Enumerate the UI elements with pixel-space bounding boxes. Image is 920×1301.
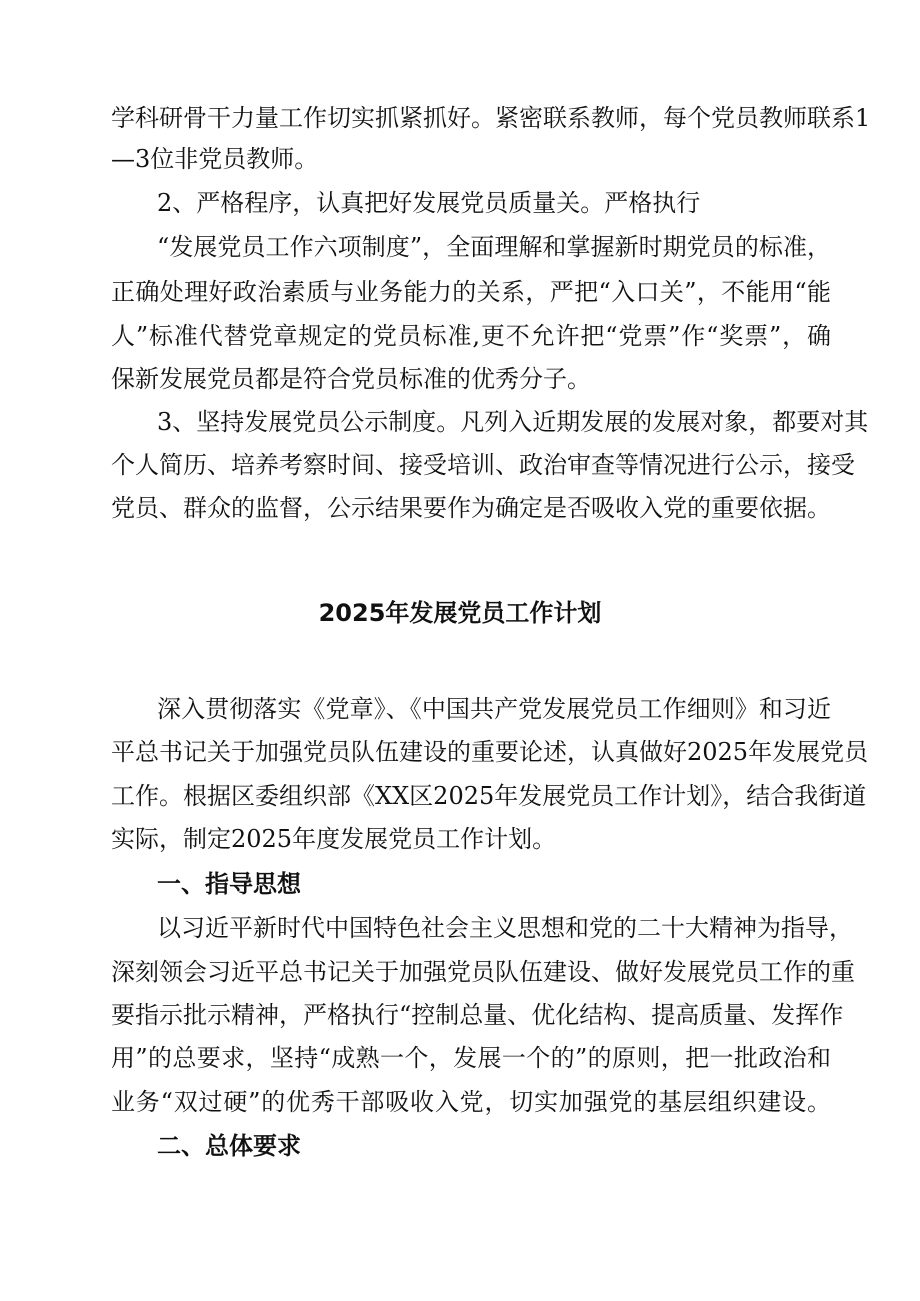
document-title: 2025年发展党员工作计划 [318,599,602,627]
text-line: 实际，制定2025年度发展党员工作计划。 [111,825,557,853]
text-line: 要指示批示精神，严格执行“控制总量、优化结构、提高质量、发挥作 [111,1001,844,1029]
text-line: 3、坚持发展党员公示制度。凡列入近期发展的发展对象，都要对其 [157,408,869,436]
text-line: 用”的总要求，坚持“成熟一个，发展一个的”的原则，把一批政治和 [111,1044,831,1072]
text-line: “发展党员工作六项制度”，全面理解和掌握新时期党员的标准， [157,233,831,261]
text-line: 平总书记关于加强党员队伍建设的重要论述，认真做好2025年发展党员 [111,738,869,766]
text-line: 个人简历、培养考察时间、接受培训、政治审查等情况进行公示，接受 [111,451,855,479]
text-line: 以习近平新时代中国特色社会主义思想和党的二十大精神为指导， [157,914,853,942]
text-line: 人”标准代替党章规定的党员标准,更不允许把“党票”作“奖票”，确 [111,322,831,350]
text-line: 学科研骨干力量工作切实抓紧抓好。紧密联系教师，每个党员教师联系1 [111,104,871,132]
text-line: 保新发展党员都是符合党员标准的优秀分子。 [111,365,591,393]
text-line: 2、严格程序，认真把好发展党员质量关。严格执行 [157,189,701,217]
text-line: 工作。根据区委组织部《XX区2025年发展党员工作计划》，结合我街道 [111,782,867,810]
text-line: —3位非党员教师。 [111,145,319,173]
text-line: 正确处理好政治素质与业务能力的关系，严把“入口关”，不能用“能 [111,278,831,306]
text-line: 党员、群众的监督，公示结果要作为确定是否吸收入党的重要依据。 [111,494,831,522]
text-line: 业务“双过硬”的优秀干部吸收入党，切实加强党的基层组织建设。 [111,1088,831,1116]
text-line: 深入贯彻落实《党章》、《中国共产党发展党员工作细则》和习近 [157,695,831,723]
section-heading: 一、指导思想 [157,870,301,898]
text-line: 深刻领会习近平总书记关于加强党员队伍建设、做好发展党员工作的重 [111,958,855,986]
section-heading: 二、总体要求 [157,1132,301,1160]
